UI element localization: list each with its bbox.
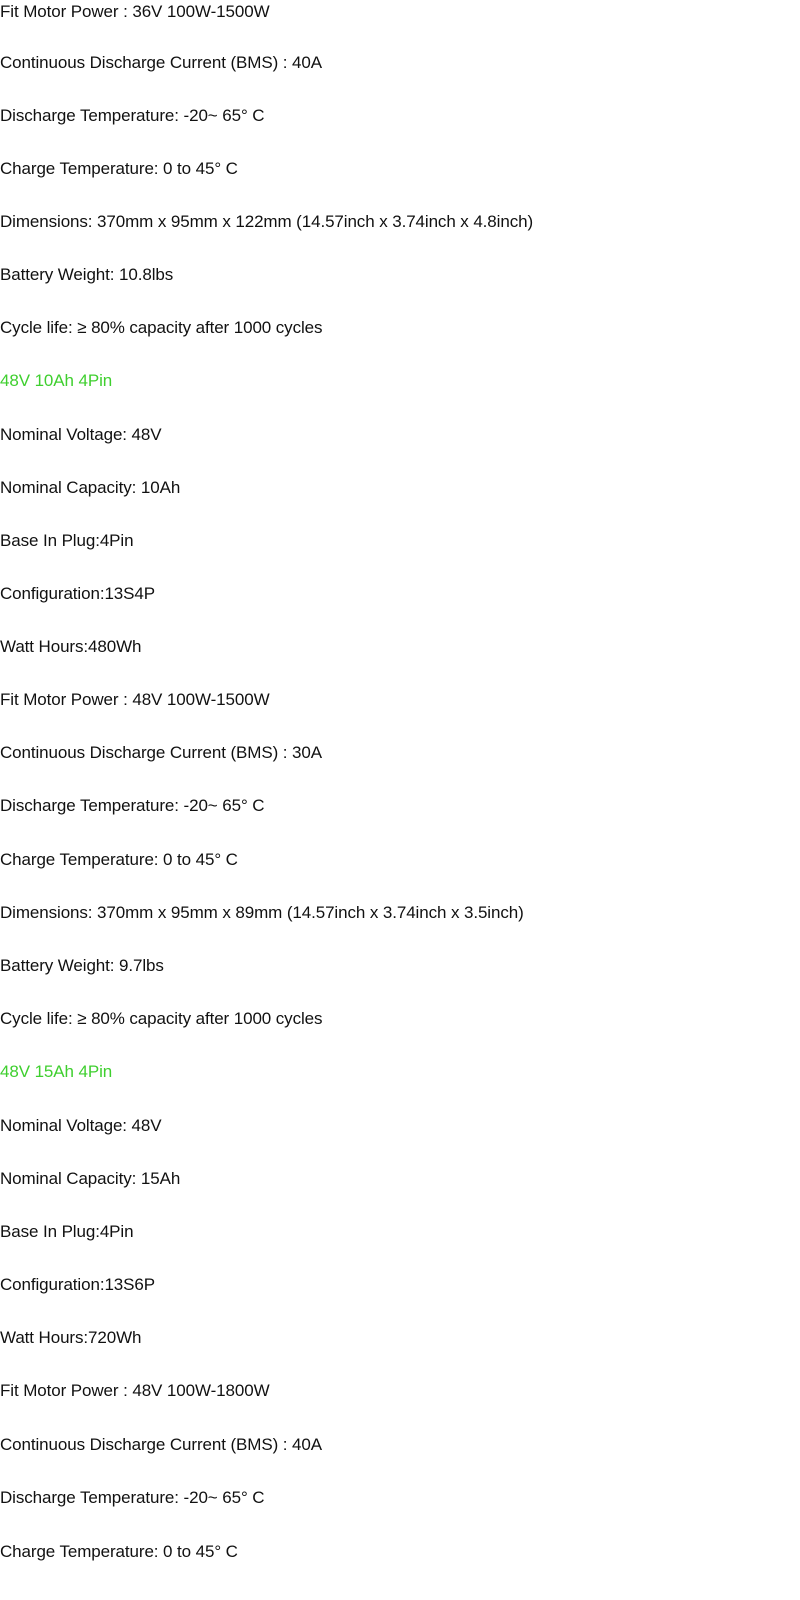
spec-line: Fit Motor Power : 48V 100W-1800W bbox=[0, 1381, 270, 1400]
spec-line: Base In Plug:4Pin bbox=[0, 531, 134, 550]
spec-line: Configuration:13S4P bbox=[0, 584, 155, 603]
spec-line: Discharge Temperature: -20~ 65° C bbox=[0, 106, 265, 125]
spec-line: Fit Motor Power : 36V 100W-1500W bbox=[0, 2, 270, 21]
spec-line: Battery Weight: 10.8lbs bbox=[0, 265, 174, 284]
spec-line: Cycle life: ≥ 80% capacity after 1000 cycles bbox=[0, 318, 323, 337]
spec-line: Continuous Discharge Current (BMS) : 30A bbox=[0, 743, 322, 762]
spec-line: Charge Temperature: 0 to 45° C bbox=[0, 850, 238, 869]
spec-line: Discharge Temperature: -20~ 65° C bbox=[0, 796, 265, 815]
spec-line: Dimensions: 370mm x 95mm x 89mm (14.57inch x 3.74inch x 3.5inch) bbox=[0, 903, 524, 922]
spec-line: Charge Temperature: 0 to 45° C bbox=[0, 159, 238, 178]
section-heading: 48V 10Ah 4Pin bbox=[0, 371, 113, 390]
spec-line: Nominal Voltage: 48V bbox=[0, 425, 162, 444]
spec-line: Watt Hours:720Wh bbox=[0, 1328, 142, 1347]
spec-line: Discharge Temperature: -20~ 65° C bbox=[0, 1488, 265, 1507]
spec-line: Dimensions: 370mm x 95mm x 122mm (14.57inch x 3.74inch x 4.8inch) bbox=[0, 212, 534, 231]
spec-line: Fit Motor Power : 48V 100W-1500W bbox=[0, 690, 270, 709]
spec-line: Battery Weight: 9.7lbs bbox=[0, 956, 164, 975]
section-heading: 48V 15Ah 4Pin bbox=[0, 1062, 113, 1081]
spec-line: Configuration:13S6P bbox=[0, 1275, 155, 1294]
spec-line: Base In Plug:4Pin bbox=[0, 1222, 134, 1241]
spec-line: Nominal Capacity: 10Ah bbox=[0, 478, 181, 497]
spec-line: Charge Temperature: 0 to 45° C bbox=[0, 1542, 238, 1561]
spec-line: Continuous Discharge Current (BMS) : 40A bbox=[0, 53, 322, 72]
spec-line: Continuous Discharge Current (BMS) : 40A bbox=[0, 1435, 322, 1454]
spec-line: Watt Hours:480Wh bbox=[0, 637, 142, 656]
spec-line: Nominal Capacity: 15Ah bbox=[0, 1169, 181, 1188]
spec-line: Nominal Voltage: 48V bbox=[0, 1116, 162, 1135]
spec-line: Cycle life: ≥ 80% capacity after 1000 cycles bbox=[0, 1009, 323, 1028]
